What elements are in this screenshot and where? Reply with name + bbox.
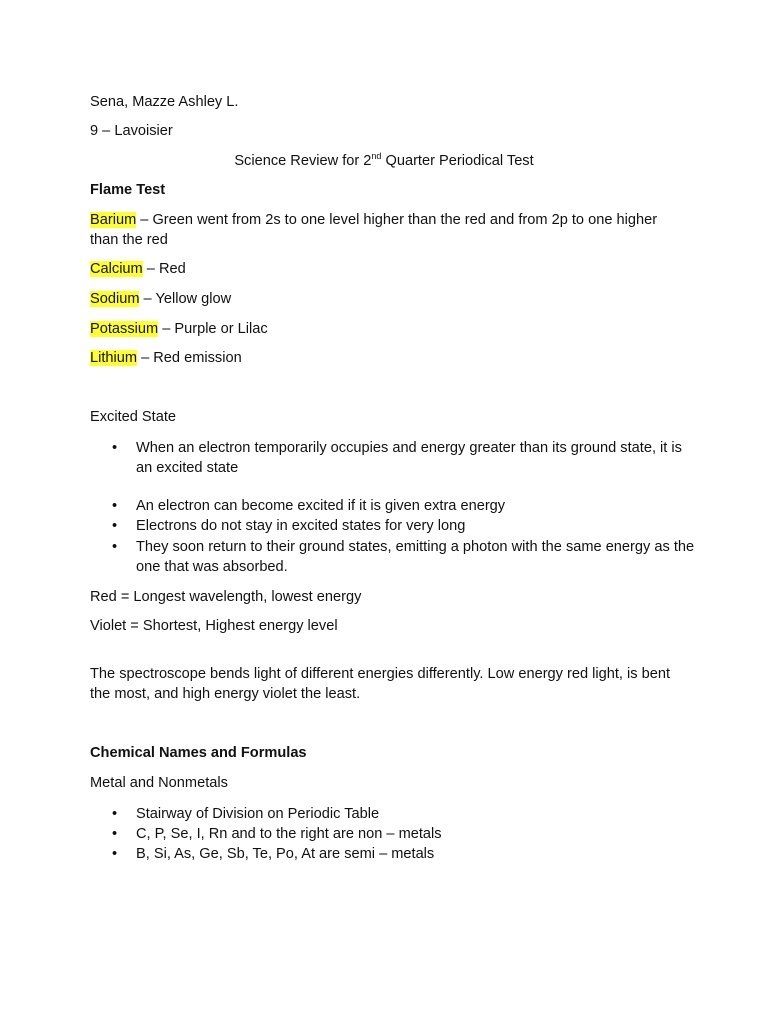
violet-wavelength-line: Violet = Shortest, Highest energy level bbox=[90, 618, 338, 634]
spectroscope-paragraph: The spectroscope bends light of different energies differently. Low energy red light, is bent the most, and high energy violet the least. bbox=[90, 666, 671, 702]
chemical-bullet-2: C, P, Se, I, Rn and to the right are non – metals bbox=[136, 826, 442, 842]
red-wavelength-line: Red = Longest wavelength, lowest energy bbox=[90, 589, 362, 605]
element-highlight: Calcium bbox=[90, 261, 143, 277]
flame-item-potassium: Potassium – Purple or Lilac bbox=[90, 321, 268, 337]
chemical-bullet-3: B, Si, As, Ge, Sb, Te, Po, At are semi – metals bbox=[136, 846, 435, 862]
excited-bullet-2: An electron can become excited if it is given extra energy bbox=[136, 498, 506, 514]
element-highlight: Lithium bbox=[90, 350, 138, 366]
bullet-marker: • bbox=[112, 440, 118, 456]
flame-test-heading: Flame Test bbox=[90, 182, 166, 198]
excited-state-heading: Excited State bbox=[90, 409, 176, 425]
student-section: 9 – Lavoisier bbox=[90, 123, 173, 139]
bullet-marker: • bbox=[112, 826, 118, 842]
metals-subheading: Metal and Nonmetals bbox=[90, 775, 228, 791]
flame-item-lithium: Lithium – Red emission bbox=[90, 350, 242, 366]
bullet-marker: • bbox=[112, 518, 118, 534]
flame-item-sodium: Sodium – Yellow glow bbox=[90, 291, 232, 307]
bullet-marker: • bbox=[112, 806, 118, 822]
excited-bullet-1: When an electron temporarily occupies and energy greater than its ground state, it is an excited state bbox=[136, 440, 682, 476]
excited-bullet-4: They soon return to their ground states, emitting a photon with the same energy as the one that was absorbed. bbox=[136, 539, 695, 575]
flame-item-barium-cont: than the red bbox=[90, 232, 168, 248]
flame-item-calcium: Calcium – Red bbox=[90, 261, 186, 277]
bullet-marker: • bbox=[112, 498, 118, 514]
element-highlight: Barium bbox=[90, 212, 137, 228]
student-name: Sena, Mazze Ashley L. bbox=[90, 94, 239, 110]
chemical-bullet-1: Stairway of Division on Periodic Table bbox=[136, 806, 380, 822]
element-highlight: Potassium bbox=[90, 321, 159, 337]
bullet-marker: • bbox=[112, 846, 118, 862]
bullet-marker: • bbox=[112, 539, 118, 555]
flame-item-barium: Barium – Green went from 2s to one level higher than the red and from 2p to one higher bbox=[90, 212, 658, 228]
chemical-heading: Chemical Names and Formulas bbox=[90, 745, 307, 761]
page-title: Science Review for 2nd Quarter Periodical Test bbox=[234, 151, 534, 169]
element-highlight: Sodium bbox=[90, 291, 140, 307]
excited-bullet-3: Electrons do not stay in excited states for very long bbox=[136, 518, 466, 534]
